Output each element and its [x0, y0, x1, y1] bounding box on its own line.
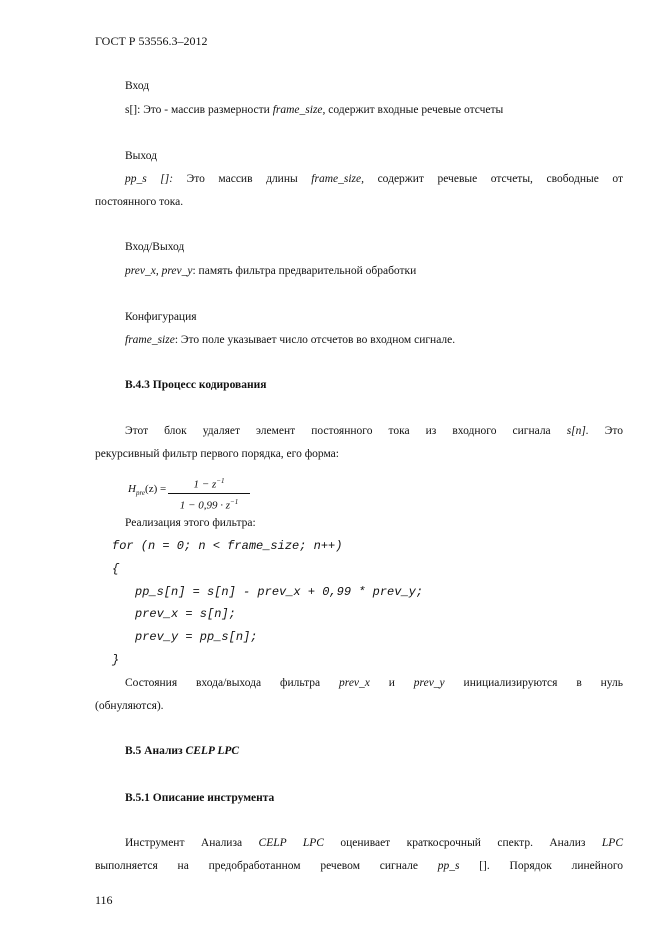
- formula-lhs: $H_{pre}(z)$ =: [128, 483, 167, 498]
- state-paragraph-line1: Состояния входа/выхода фильтра prev_x и prev_y инициализируются в нуль: [125, 677, 623, 689]
- output-heading: Выход: [125, 150, 157, 162]
- code-line-1: for (n = 0; n < frame_size; n++): [112, 539, 343, 553]
- config-description: frame_size: Это поле указывает число отсчетов во входном сигнале.: [125, 334, 456, 346]
- section-b51-title: B.5.1 Описание инструмента: [125, 792, 275, 804]
- code-line-2: {: [112, 562, 120, 576]
- b43-paragraph-line2: рекурсивный фильтр первого порядка, его форма:: [95, 448, 339, 460]
- config-heading: Конфигурация: [125, 311, 197, 323]
- b51-paragraph-line2: выполняется на предобработанном речевом сигнале pp_s []. Порядок линейного: [95, 860, 623, 872]
- formula-fraction: [168, 474, 250, 512]
- input-description: s[]: Это - массив размерности frame_size, содержит входные речевые отсчеты: [125, 104, 504, 116]
- formula-numerator: $1 - z^{-1}$: [193, 477, 225, 491]
- code-line-6: }: [112, 653, 120, 667]
- code-line-5: prev_y = pp_s[n];: [135, 630, 258, 644]
- implementation-label: Реализация этого фильтра:: [125, 517, 256, 529]
- formula-denominator: $1 - 0,99 \cdot z^{-1}$: [179, 497, 239, 512]
- section-b5-title: B.5 Анализ CELP LPC: [125, 745, 240, 757]
- output-description-line1: pp_s []: Это массив длины frame_size, содержит речевые отсчеты, свободные от: [125, 173, 623, 185]
- b43-paragraph-line1: Этот блок удаляет элемент постоянного тока из входного сигнала s[n]. Это: [125, 425, 623, 437]
- code-line-3: pp_s[n] = s[n] - prev_x + 0,99 * prev_y;: [135, 585, 424, 599]
- state-paragraph-line2: (обнуляются).: [95, 700, 164, 712]
- input-heading: Вход: [125, 80, 150, 92]
- b51-paragraph-line1: Инструмент Анализа CELP LPC оценивает краткосрочный спектр. Анализ LPC: [125, 837, 623, 849]
- code-line-4: prev_x = s[n];: [135, 607, 236, 621]
- page-number: 116: [95, 893, 113, 907]
- section-b43-title: B.4.3 Процесс кодирования: [125, 379, 267, 391]
- output-description-line2: постоянного тока.: [95, 196, 184, 208]
- inout-description: prev_x, prev_y: память фильтра предварительной обработки: [125, 265, 417, 277]
- document-header: ГОСТ Р 53556.3–2012: [95, 34, 208, 48]
- inout-heading: Вход/Выход: [125, 241, 185, 253]
